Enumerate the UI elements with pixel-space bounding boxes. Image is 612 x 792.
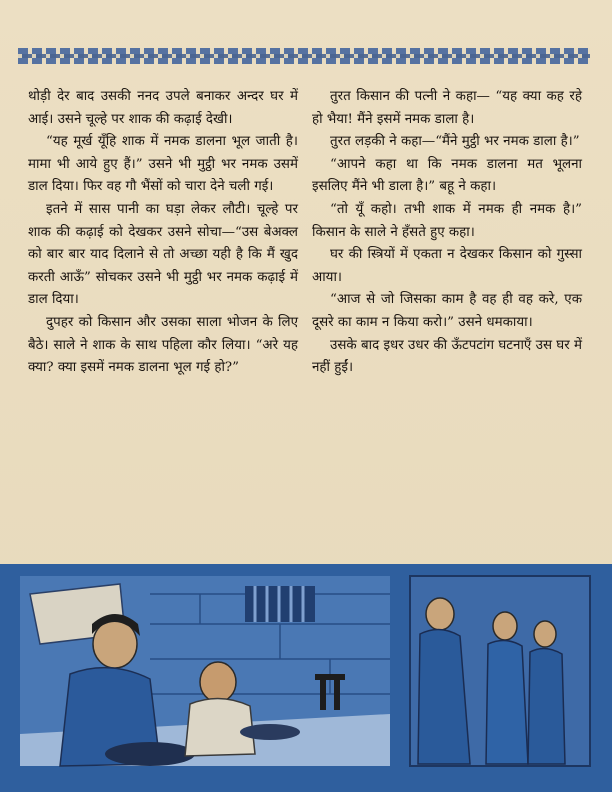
left-text-column <box>28 86 298 380</box>
right-text-column <box>312 86 582 380</box>
paragraph: उसके बाद इधर उधर की ऊँटपटांग घटनाएँ उस घर में नहीं हुईं। <box>312 337 582 376</box>
story-illustration <box>0 564 612 792</box>
paragraph: “आज से जो जिसका काम है वह ही वह करे, एक दूसरे का काम न किया करो।” उसने धमकाया। <box>312 292 582 330</box>
paragraph: “यह मूर्ख यूँहि शाक में नमक डालना भूल जाती है। मामा भी आये हुए हैं।” उसने भी मुट्ठी भर नमक उसमें डाल दिया। फिर वह गौ भैंसों को चारा देने चली गई। <box>28 134 298 195</box>
paragraph: इतने में सास पानी का घड़ा लेकर लौटी। चूल्हे पर शाक की कढ़ाई को देखकर उसने सोचा—“उस बेअक्ल को बार बार याद दिलाने से तो अच्छा यही है कि मैं खुद करती आऊँ” सोचकर उसने भी मुट्ठी भर नमक कढ़ाई में डाल दिया। <box>28 201 298 308</box>
paragraph: “तो यूँ कहो। तभी शाक में नमक ही नमक है।” किसान के साले ने हँसते हुए कहा। <box>312 201 582 240</box>
paragraph: थोड़ी देर बाद उसकी ननद उपले बनाकर अन्दर घर में आई। उसने चूल्हे पर शाक की कढ़ाई देखी। <box>28 89 298 127</box>
illustration-drawing <box>0 564 612 792</box>
paragraph: घर की स्त्रियों में एकता न देखकर किसान को गुस्सा आया। <box>312 247 582 285</box>
paragraph: “आपने कहा था कि नमक डालना मत भूलना इसलिए मैंने भी डाला है।” बहू ने कहा। <box>312 156 582 195</box>
paragraph: दुपहर को किसान और उसका साला भोजन के लिए बैठे। साले ने शाक के साथ पहिला कौर लिया। “अरे यह क्या? क्या इसमें नमक डालना भूल गई हो?” <box>28 314 298 376</box>
paragraph: तुरत किसान की पत्नी ने कहा— “यह क्या कह रहे हो भैया! मैंने इसमें नमक डाला है। <box>312 89 582 127</box>
decorative-border <box>18 48 590 64</box>
paragraph: तुरत लड़की ने कहा—“मैंने मुट्ठी भर नमक डाला है।” <box>330 134 580 150</box>
